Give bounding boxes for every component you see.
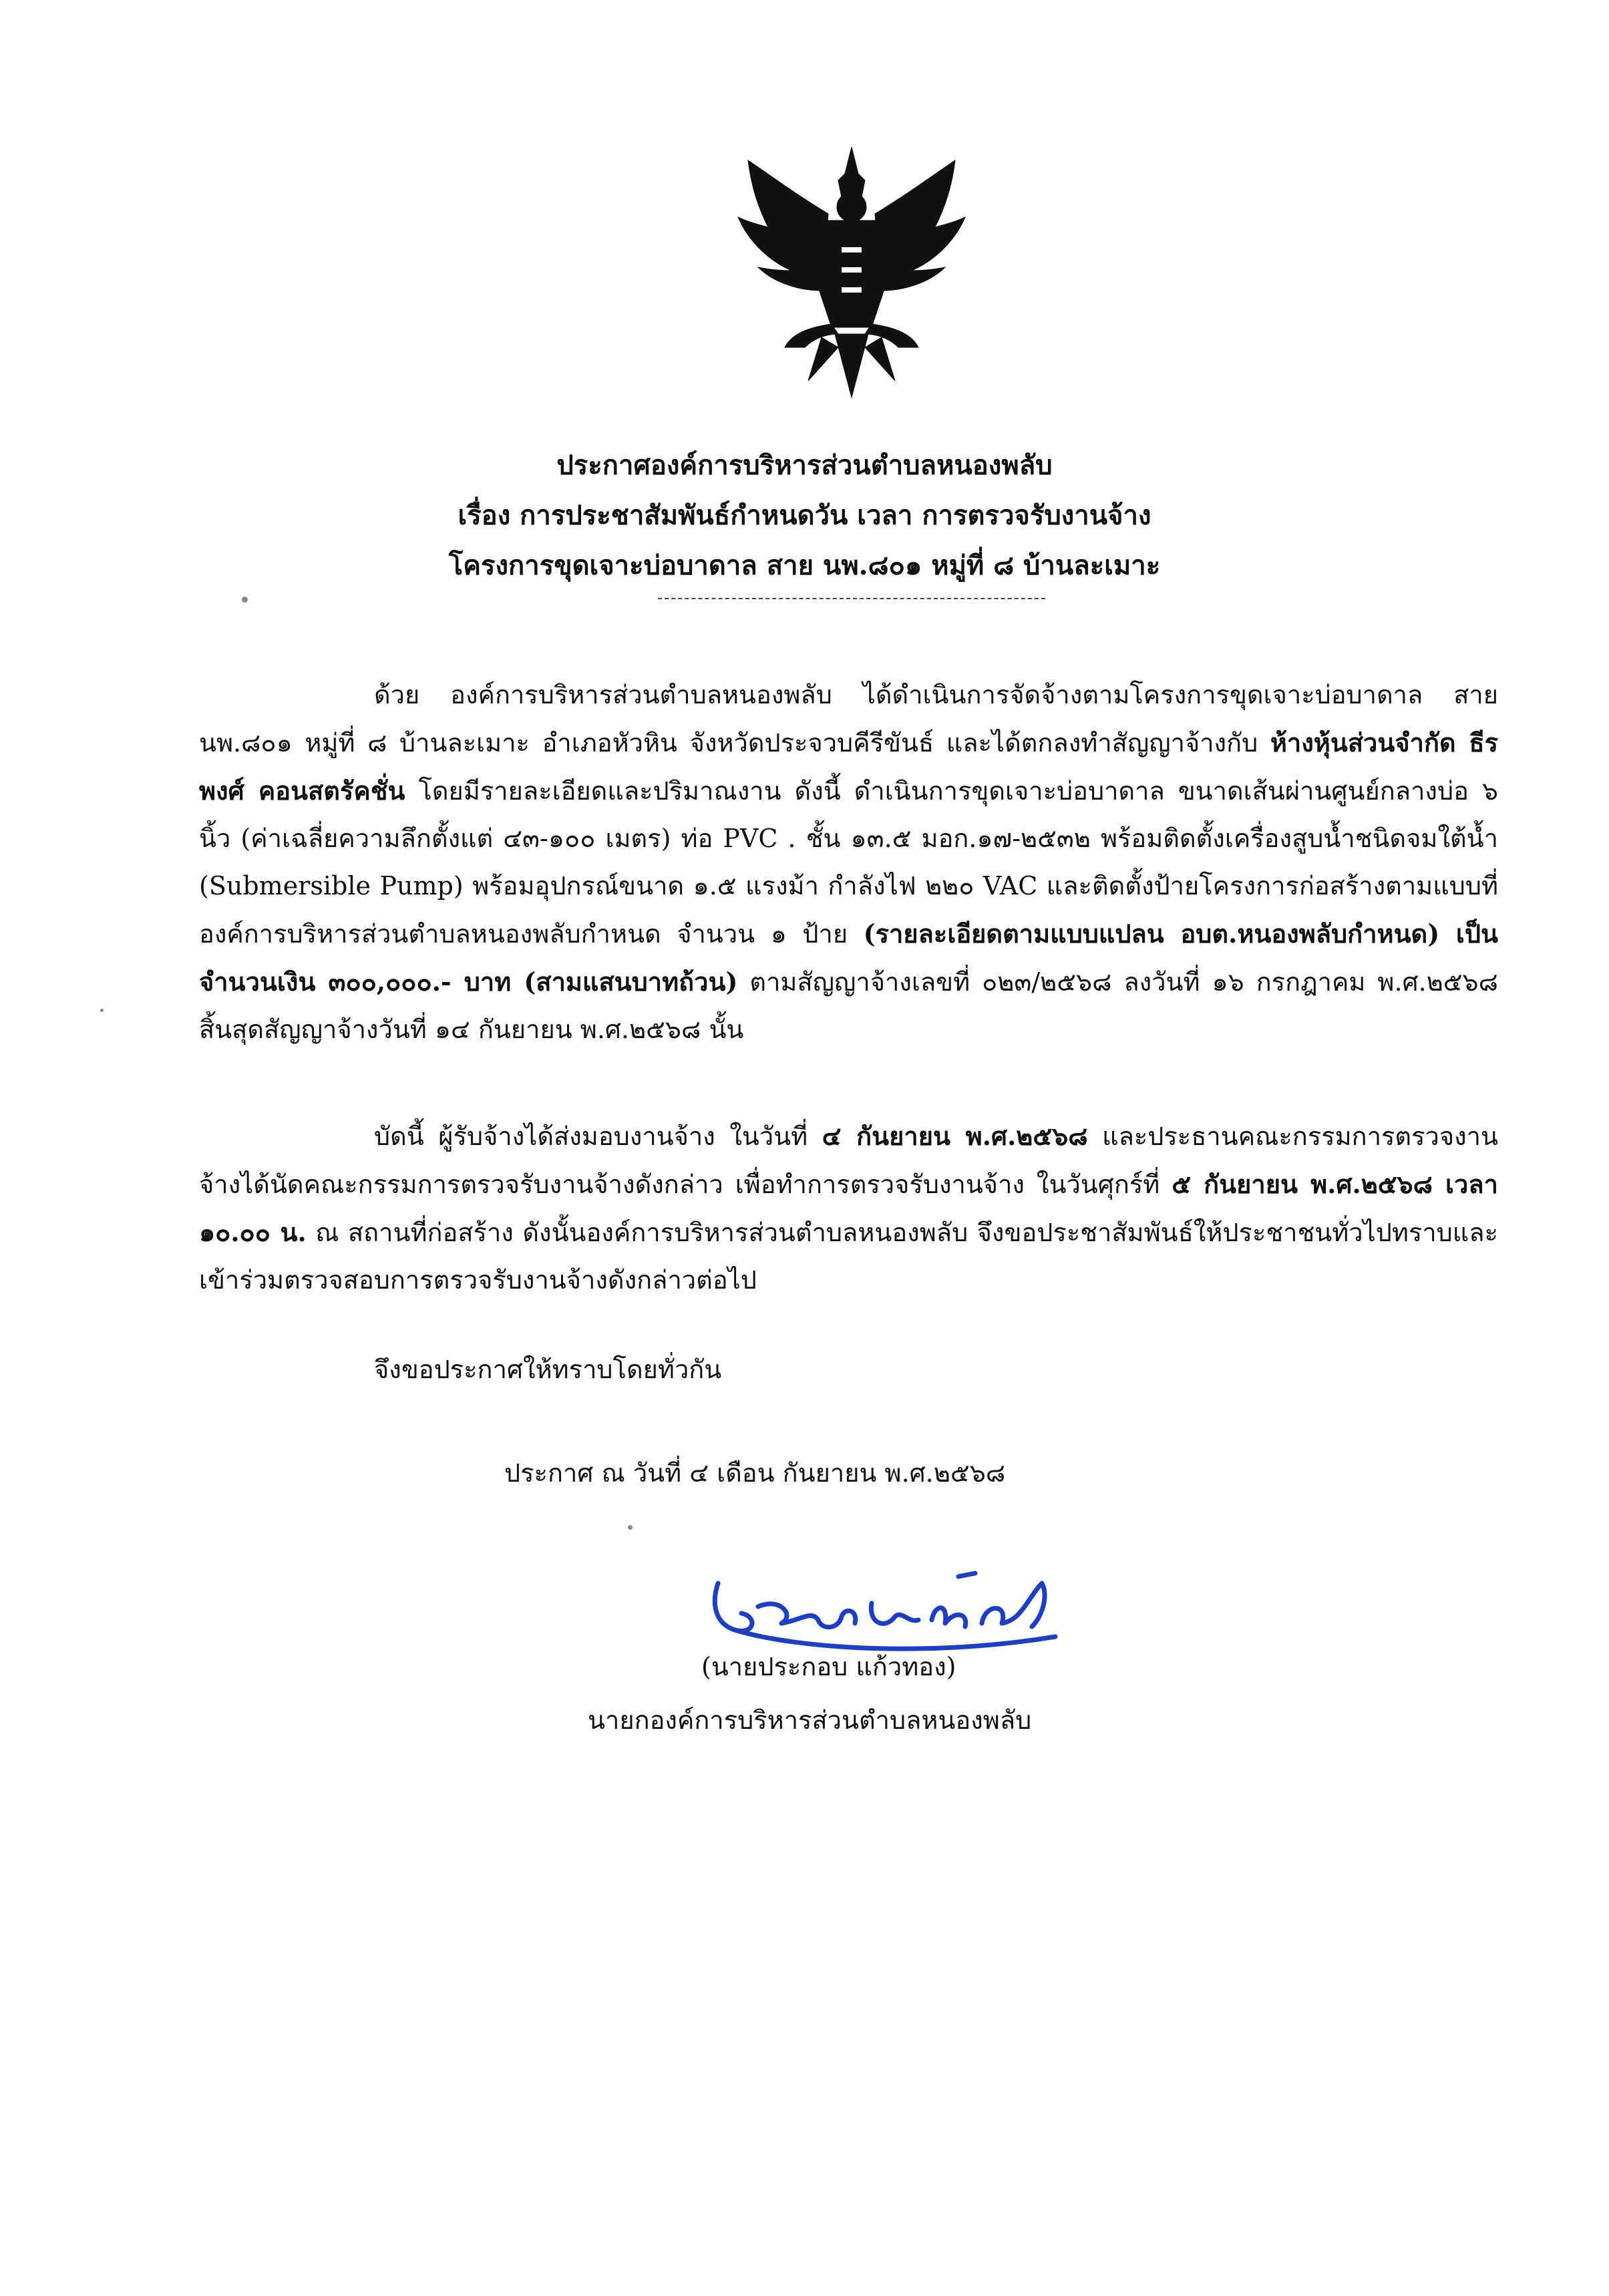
contract-amount: (รายละเอียดตามแบบแปลน อบต.หนองพลับกำหนด) เป็นจำนวนเงิน ๓๐๐,๐๐๐.- บาท (สามแสนบาทถ้วน) — [199, 919, 1498, 997]
garuda-emblem-icon — [728, 134, 975, 401]
announcement-title: ประกาศองค์การบริหารส่วนตำบลหนองพลับ — [556, 450, 1053, 481]
inspection-datetime: ๕ กันยายน พ.ศ.๒๕๖๘ เวลา ๑๐.๐๐ น. — [199, 1169, 1498, 1247]
separator-line — [658, 598, 1045, 599]
contractor-name: ห้างหุ้นส่วนจำกัด ธีรพงศ์ คอนสตรัคชั่น — [199, 727, 1498, 806]
signatory-name: (นายประกอบ แก้วทอง) — [701, 1652, 956, 1681]
announcement-project: โครงการขุดเจาะบ่อบาดาล สาย นพ.๘๐๑ หมู่ที่ ๘ บ้านละเมาะ — [448, 550, 1161, 581]
announcement-date: ประกาศ ณ วันที่ ๔ เดือน กันยายน พ.ศ.๒๕๖๘ — [504, 1458, 1006, 1488]
scan-speck — [628, 1525, 633, 1530]
scan-speck — [100, 1009, 104, 1012]
paragraph-3: จึงขอประกาศให้ทราบโดยทั่วกัน — [374, 1355, 722, 1384]
paragraph-1: ด้วย องค์การบริหารส่วนตำบลหนองพลับ ได้ดำเนินการจัดจ้างตามโครงการขุดเจาะบ่อบาดาล สาย นพ.๘๐๑ หมู่ที่ ๘ บ้านละเมาะ อำเภอหัวหิน จังหวัดประจวบคีรีขันธ์ และได้ตกลงทำสัญญาจ้างกับ ห้างหุ้นส่วนจำกัด ธีรพงศ์ คอนสตรัคชั่น โดยมีรายละเอียดและปริมาณงาน ดังนี้ ดำเนินการขุดเจาะบ่อบาดาล ขนาดเส้นผ่านศูนย์กลางบ่อ ๖ นิ้ว (ค่าเฉลี่ยความลึกตั้งแต่ ๔๓-๑๐๐ เมตร) ท่อ PVC . ชั้น ๑๓.๕ มอก.๑๗-๒๕๓๒ พร้อมติดตั้งเครื่องสูบน้ำชนิดจมใต้น้ำ (Submersible Pump) พร้อมอุปกรณ์ขนาด ๑.๕ แรงม้า กำลังไฟ ๒๒๐ VAC และติดตั้งป้ายโครงการก่อสร้างตามแบบที่องค์การบริหารส่วนตำบลหนองพลับกำหนด จำนวน ๑ ป้าย (รายละเอียดตามแบบแปลน อบต.หนองพลับกำหนด) เป็นจำนวนเงิน ๓๐๐,๐๐๐.- บาท (สามแสนบาทถ้วน) ตามสัญญาจ้างเลขที่ ๐๒๓/๒๕๖๘ ลงวันที่ ๑๖ กรกฎาคม พ.ศ.๒๕๖๘ สิ้นสุดสัญญาจ้างวันที่ ๑๔ กันยายน พ.ศ.๒๕๖๘ นั้น — [199, 680, 1498, 1044]
paragraph-2: บัดนี้ ผู้รับจ้างได้ส่งมอบงานจ้าง ในวันที่ ๔ กันยายน พ.ศ.๒๕๖๘ และประธานคณะกรรมการตรวจงานจ้างได้นัดคณะกรรมการตรวจรับงานจ้างดังกล่าว เพื่อทำการตรวจรับงานจ้าง ในวันศุกร์ที่ ๕ กันยายน พ.ศ.๒๕๖๘ เวลา ๑๐.๐๐ น. ณ สถานที่ก่อสร้าง ดังนั้นองค์การบริหารส่วนตำบลหนองพลับ จึงขอประชาสัมพันธ์ให้ประชาชนทั่วไปทราบและเข้าร่วมตรวจสอบการตรวจรับงานจ้างดังกล่าวต่อไป — [199, 1121, 1498, 1295]
delivery-date: ๔ กันยายน พ.ศ.๒๕๖๘ — [822, 1121, 1088, 1151]
signatory-title: นายกองค์การบริหารส่วนตำบลหนองพลับ — [588, 1705, 1032, 1735]
announcement-subject: เรื่อง การประชาสัมพันธ์กำหนดวัน เวลา การตรวจรับงานจ้าง — [458, 500, 1151, 531]
scan-speck — [242, 597, 248, 603]
